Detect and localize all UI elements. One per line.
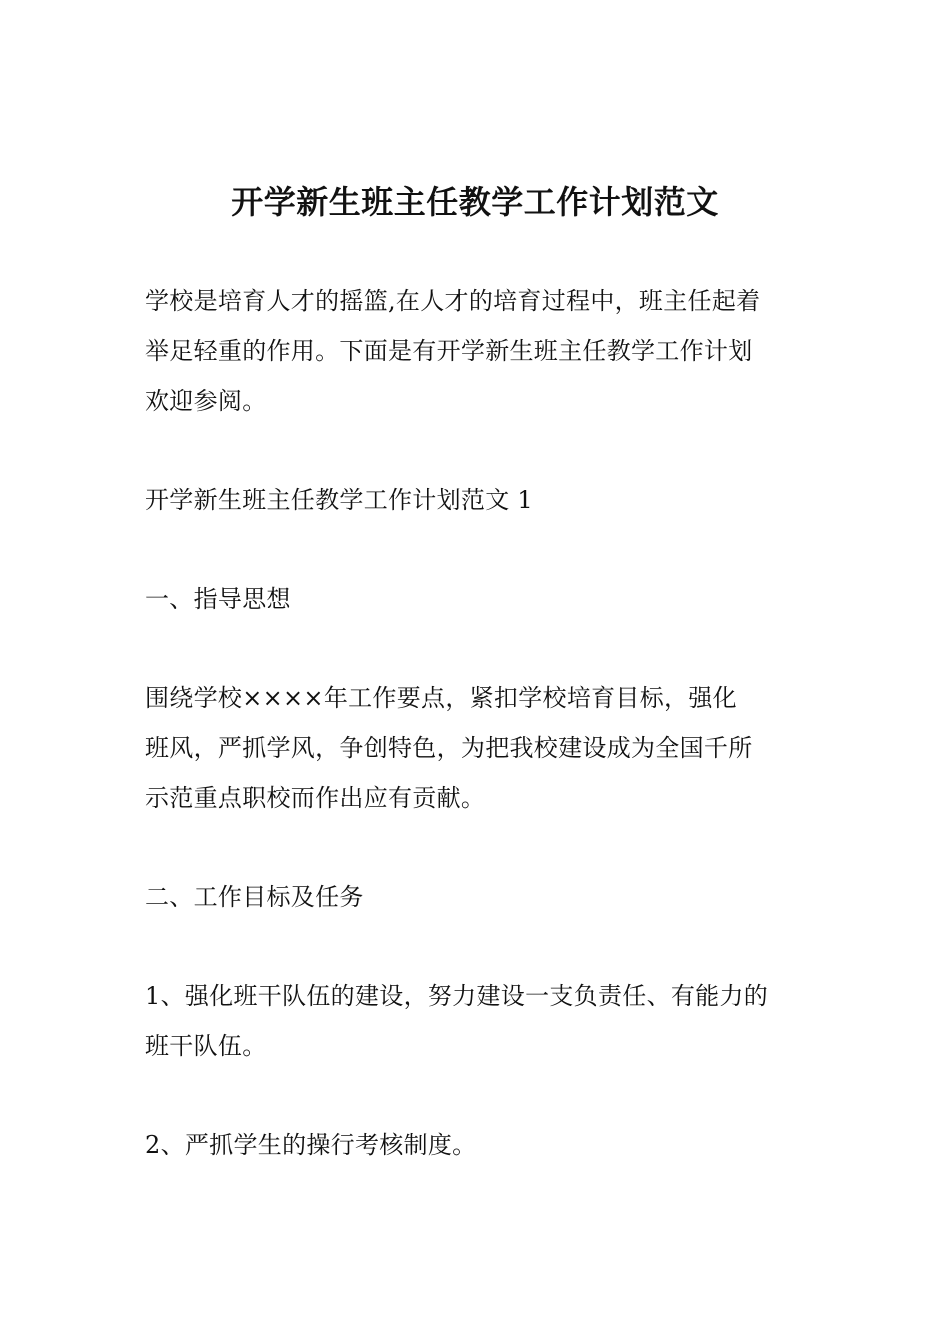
list-item-1 bbox=[145, 971, 807, 1071]
heading-work-goals: 二、工作目标及任务 bbox=[145, 883, 364, 911]
paragraph-line: 围绕学校××××年工作要点，紧扣学校培育目标，强化 bbox=[145, 684, 737, 712]
intro-line: 欢迎参阅。 bbox=[145, 387, 267, 415]
paragraph-line: 示范重点职校而作出应有贡献。 bbox=[145, 784, 486, 812]
list-item-2: 2、严抓学生的操行考核制度。 bbox=[145, 1131, 477, 1159]
paragraph-line: 班风，严抓学风，争创特色，为把我校建设成为全国千所 bbox=[145, 734, 753, 762]
list-item-line: 1、强化班干队伍的建设，努力建设一支负责任、有能力的 bbox=[145, 982, 769, 1010]
guiding-ideology-paragraph bbox=[145, 673, 807, 823]
list-item-line: 班干队伍。 bbox=[145, 1032, 267, 1060]
intro-paragraph bbox=[145, 276, 807, 426]
heading-guiding-ideology: 一、指导思想 bbox=[145, 585, 291, 613]
intro-line: 举足轻重的作用。下面是有开学新生班主任教学工作计划 bbox=[145, 337, 753, 365]
intro-line: 学校是培育人才的摇篮,在人才的培育过程中，班主任起着 bbox=[145, 287, 761, 315]
document-title: 开学新生班主任教学工作计划范文 bbox=[231, 183, 719, 221]
section-heading: 开学新生班主任教学工作计划范文 1 bbox=[145, 486, 533, 514]
